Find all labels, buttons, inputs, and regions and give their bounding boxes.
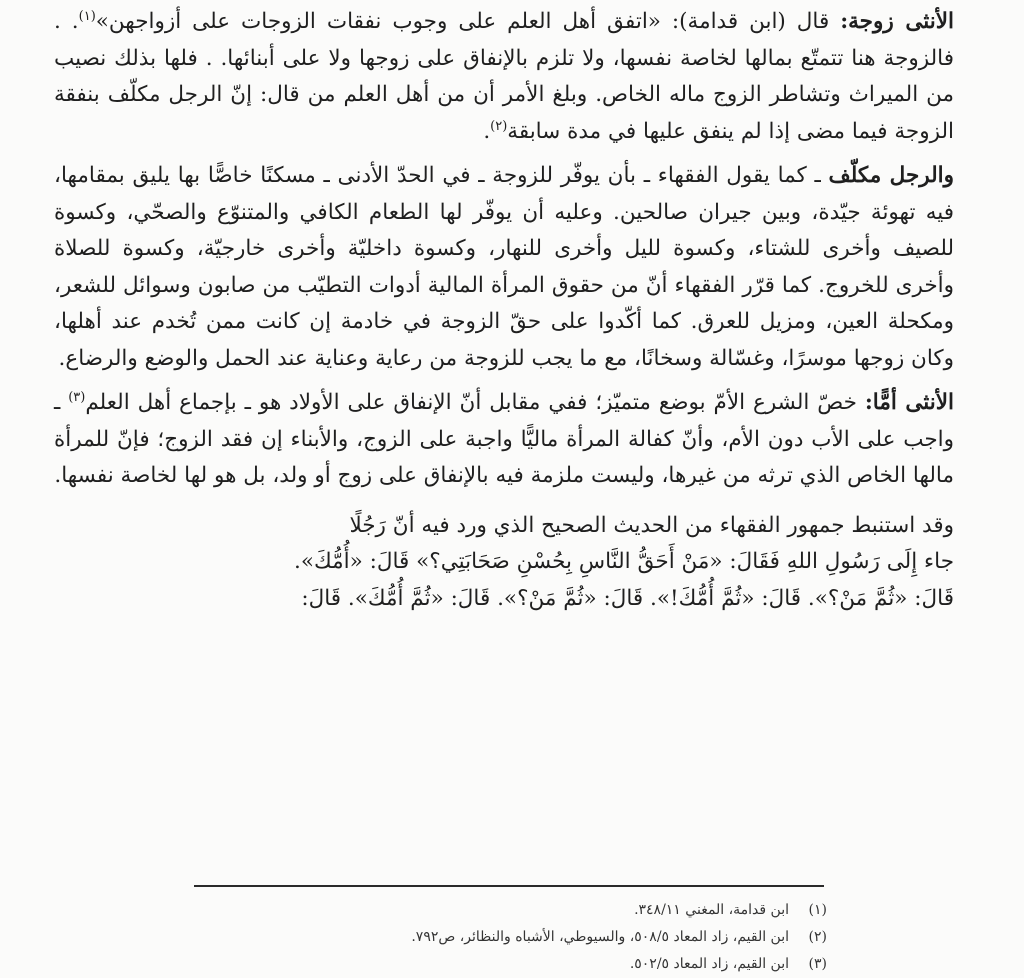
mother-text-2: ـ واجب على الأب دون الأم، وأنّ كفالة المرأة ماليًّا واجبة على الزوج، والأبناء إن فقد الزوج؛ فإنّ للمرأة مالها الخاص الذي ترثه من غيرها، وليست ملزمة فيه بالإنفاق على زوج أو ولد، بل هو لها لخاصة نفسها. bbox=[54, 390, 954, 488]
mother-text-1: خصّ الشرع الأمّ بوضع متميّز؛ ففي مقابل أنّ الإنفاق على الأولاد هو ـ بإجماع أهل العلم bbox=[85, 390, 865, 415]
lead-wife: الأنثى زوجة: bbox=[840, 9, 954, 34]
footnote-1 bbox=[187, 897, 827, 924]
paragraph-man bbox=[54, 158, 954, 377]
footnote-divider bbox=[194, 885, 824, 887]
wife-text-2: . . فالزوجة هنا تتمتّع بمالها لخاصة نفسها، ولا تلزم بالإنفاق على زوجها ولا على أبنائها. . فلها بذلك نصيب من الميراث وتشاطر الزوج ماله الخاص. وبلغ الأمر أن من أهل العلم من قال: إنّ الرجل مكلّف بنفقة الزوجة فيما مضى إذا لم ينفق عليها في مدة سابقة bbox=[54, 9, 954, 144]
lead-mother: الأنثى أمًّا: bbox=[864, 390, 954, 415]
footnote-ref-2[interactable]: (٢) bbox=[490, 118, 508, 134]
paragraph-mother bbox=[54, 385, 954, 495]
paragraph-wife bbox=[54, 4, 954, 150]
paragraph-hadith bbox=[54, 508, 954, 618]
footnote-3-text: ابن القيم، زاد المعاد ٥٠٢/٥. bbox=[629, 956, 789, 972]
footnote-2 bbox=[187, 924, 827, 951]
footnote-2-number: (٢) bbox=[808, 929, 827, 945]
wife-text-1: قال (ابن قدامة): «اتفق أهل العلم على وجوب نفقات الزوجات على أزواجهن» bbox=[95, 9, 841, 34]
footnote-1-text: ابن قدامة، المغني ٣٤٨/١١. bbox=[634, 902, 789, 918]
footnote-3-number: (٣) bbox=[808, 956, 827, 972]
hadith-line-2: جاء إِلَى رَسُولِ اللهِ فَقَالَ: «مَنْ أَحَقُّ النَّاسِ بِحُسْنِ صَحَابَتِي؟» قَالَ: «أُمُّكَ». bbox=[294, 549, 954, 574]
hadith-line-3: قَالَ: «ثُمَّ مَنْ؟». قَالَ: «ثُمَّ أُمُّكَ!». قَالَ: «ثُمَّ مَنْ؟». قَالَ: «ثُمَّ أُمُّكَ». قَالَ: bbox=[301, 585, 954, 611]
footnote-1-number: (١) bbox=[808, 902, 827, 918]
footnotes bbox=[187, 897, 827, 978]
footnote-3 bbox=[187, 951, 827, 978]
wife-text-end: . bbox=[483, 118, 491, 144]
man-text: ـ كما يقول الفقهاء ـ بأن يوفّر للزوجة ـ في الحدّ الأدنى ـ مسكنًا خاصًّا بها يليق بمقامها، فيه تهوئة جيّدة، وبين جيران صالحين. وعليه أن يوفّر لها الطعام الكافي والمتنوّع والصحّي، وكسوة للصيف وأخرى للشتاء، وكسوة لليل وأخرى للنهار، وكسوة داخليّة وأخرى خارجيّة، وكسوة للصلاة وأخرى للخروج. كما قرّر الفقهاء أنّ من حقوق المرأة المالية أدوات التطيّب من صابون وسوائل للشعر، ومكحلة العين، ومزيل للعرق. كما أكّدوا على حقّ الزوجة في خادمة إن كانت ممن تُخدم عند أهلها، وكان زوجها موسرًا، وغسّالة وسخانًا، مع ما يجب للزوجة من رعاية وعناية عند الحمل والوضع والرضاع. bbox=[54, 163, 954, 371]
footnote-ref-1[interactable]: (١) bbox=[78, 8, 96, 24]
footnote-ref-3[interactable]: (٣) bbox=[68, 389, 86, 405]
footnote-2-text: ابن القيم، زاد المعاد ٥٠٨/٥، والسيوطي، الأشباه والنظائر، ص٧٩٢. bbox=[411, 929, 789, 945]
body-text bbox=[54, 4, 954, 617]
lead-man: والرجل مكلّف bbox=[828, 163, 954, 188]
hadith-line-1: وقد استنبط جمهور الفقهاء من الحديث الصحيح الذي ورد فيه أنّ رَجُلًا bbox=[349, 512, 954, 538]
